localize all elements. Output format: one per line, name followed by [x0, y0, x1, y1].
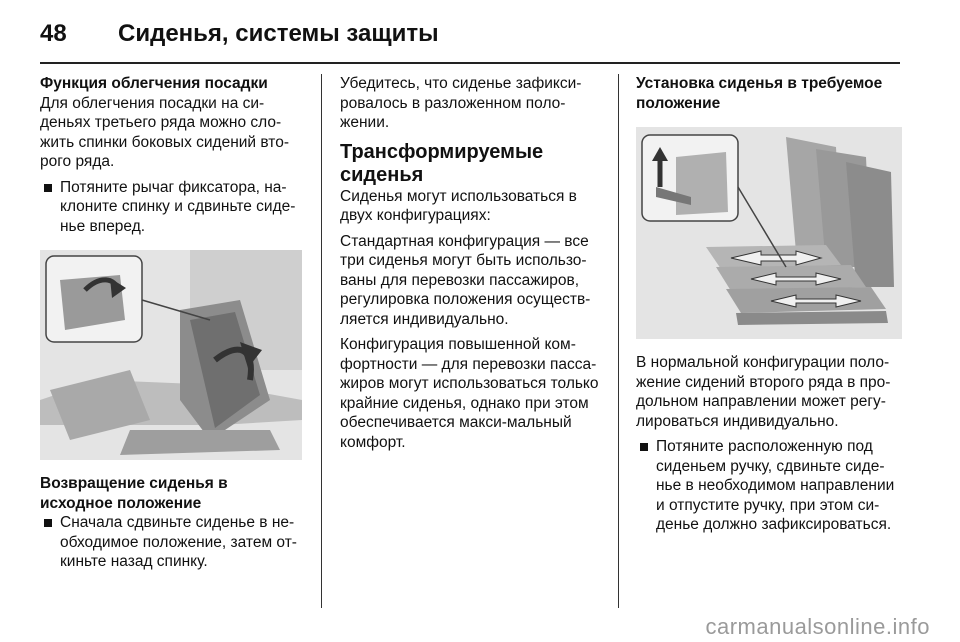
heading-flex-seats: Трансформируемые сиденья — [340, 140, 544, 186]
paragraph-ensure-lock: Убедитесь, что сиденье зафикси-ровалось в разложенном поло-жении. — [340, 75, 582, 131]
bullet-adjust-seat: Потяните расположенную под сиденьем ручку, сдвиньте сиде-нье в необходимом направлении и отпустите ручку, при этом си-денье должно зафиксироваться. — [636, 437, 904, 535]
column-3 — [636, 74, 904, 541]
sliding-seats-illustration-icon — [636, 127, 902, 339]
page-title: Сиденья, системы защиты — [118, 20, 439, 47]
paragraph-normal-config: В нормальной конфигурации поло-жение сидений второго ряда в про-дольном направлении может регу-лироваться индивидуально. — [636, 354, 891, 430]
paragraph-standard-config: Стандартная конфигурация — все три сиденья могут быть использо-ваны для перевозки пассажиров, регулировка положения осуществ-ляется индивидуально. — [340, 232, 591, 328]
paragraph-two-configs: Сиденья могут использоваться в двух конфигурациях: — [340, 187, 577, 224]
column-1 — [40, 74, 304, 578]
paragraph-easy-entry: Для облегчения посадки на си-деньях третьего ряда можно сло-жить спинки боковых сидений вто-рого ряда. — [40, 94, 289, 170]
heading-seat-position: Установка сиденья в требуемое положение — [636, 75, 883, 112]
heading-return-seat: Возвращение сиденья в исходное положение — [40, 475, 228, 512]
bullet-fold-seat: Потяните рычаг фиксатора, на-клоните спинку и сдвиньте сиде-нье вперед. — [40, 178, 304, 237]
page-header — [40, 20, 439, 52]
paragraph-comfort-config: Конфигурация повышенной ком-фортности — для перевозки пасса-жиров могут использоваться только крайние сиденья, однако при этом обеспечивается макси-мальный комфорт. — [340, 336, 599, 451]
heading-easy-entry: Функция облегчения посадки — [40, 75, 268, 92]
header-rule — [40, 62, 900, 64]
figure-folding-seat — [40, 250, 302, 460]
column-2 — [340, 74, 604, 458]
figure-sliding-seats — [636, 127, 902, 339]
folding-seat-illustration-icon — [40, 250, 302, 460]
watermark-text: carmanualsonline.info — [705, 614, 930, 639]
page-number: 48 — [40, 20, 67, 47]
column-divider-1 — [321, 74, 322, 608]
bullet-return-seat: Сначала сдвиньте сиденье в не-обходимое положение, затем от-киньте назад спинку. — [40, 513, 304, 572]
column-divider-2 — [618, 74, 619, 608]
